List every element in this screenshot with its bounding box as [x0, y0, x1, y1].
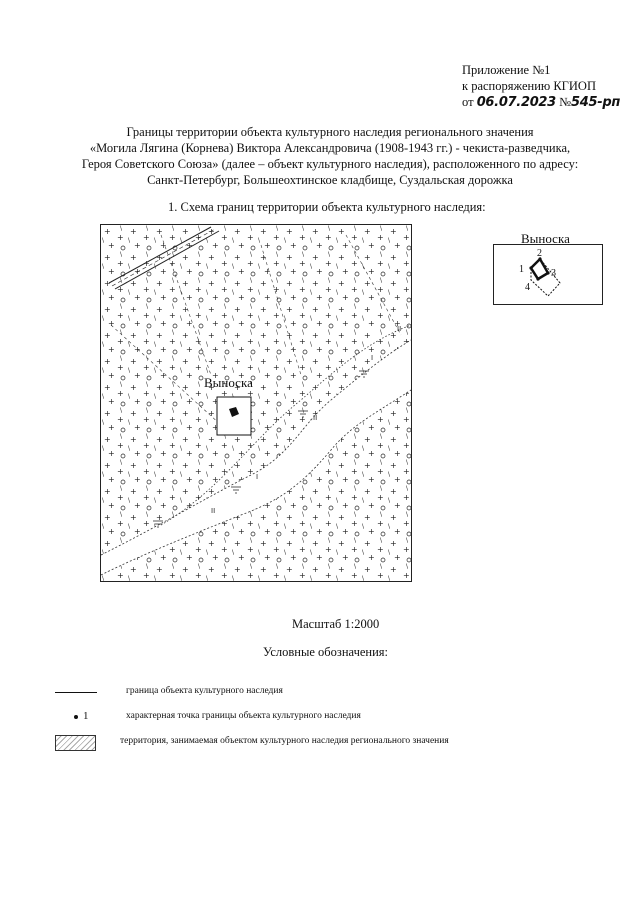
title-line2: «Могила Лягина (Корнева) Виктора Александровича (1908-1943 гг.) - чекиста-разведчика,	[89, 141, 571, 155]
inset-point-2-label: 2	[537, 248, 542, 259]
legend-point-symbol	[74, 715, 78, 719]
appendix-date-prefix: от	[462, 95, 474, 109]
legend-territory-label: территория, занимаемая объектом культурного наследия регионального значения	[120, 736, 449, 746]
boundary-map	[100, 224, 412, 582]
inset-point-1-label: 1	[519, 264, 524, 275]
inset-point-1-dot	[529, 266, 532, 269]
appendix-date: 06.07.2023	[476, 95, 556, 110]
document-title	[40, 124, 620, 188]
appendix-block	[462, 62, 632, 111]
appendix-line3	[462, 94, 632, 111]
road-label: II	[313, 414, 318, 422]
legend-point-number: 1	[83, 710, 89, 722]
appendix-line2: к распоряжению КГИОП	[462, 79, 596, 93]
inset-map	[493, 244, 603, 305]
appendix-number: 545-рп	[571, 95, 621, 110]
section-heading: 1. Схема границ территории объекта культурного наследия:	[168, 200, 486, 214]
map-canvas	[101, 225, 411, 581]
road-label: II	[397, 325, 402, 333]
legend-title: Условные обозначения:	[263, 645, 389, 659]
callout-label: Выноска	[204, 375, 253, 390]
legend-boundary-label: граница объекта культурного наследия	[126, 686, 283, 696]
title-line3: Героя Советского Союза» (далее – объект культурного наследия), расположенного по адресу:	[81, 157, 579, 171]
inset-point-3-dot	[546, 271, 549, 274]
inset-point-4-label: 4	[525, 282, 530, 293]
legend-territory-symbol	[55, 735, 96, 751]
title-line4: Санкт-Петербург, Большеохтинское кладбище, Суздальская дорожка	[147, 173, 513, 187]
title-line1: Границы территории объекта культурного наследия регионального значения	[126, 125, 534, 139]
legend-point-label: характерная точка границы объекта культурного наследия	[126, 711, 361, 721]
appendix-line1: Приложение №1	[462, 63, 551, 77]
inset-point-3-label: 3	[551, 268, 556, 279]
inset-canvas	[494, 245, 602, 304]
inset-point-4-dot	[536, 277, 539, 280]
appendix-number-sign: №	[559, 95, 571, 109]
road-label: I	[256, 473, 259, 481]
road-label: I	[371, 354, 374, 362]
map-scale: Масштаб 1:2000	[292, 617, 380, 631]
inset-boundary	[531, 259, 548, 279]
legend-boundary-symbol	[55, 692, 97, 693]
inset-title: Выноска	[521, 231, 570, 246]
road-label: II	[211, 507, 216, 515]
